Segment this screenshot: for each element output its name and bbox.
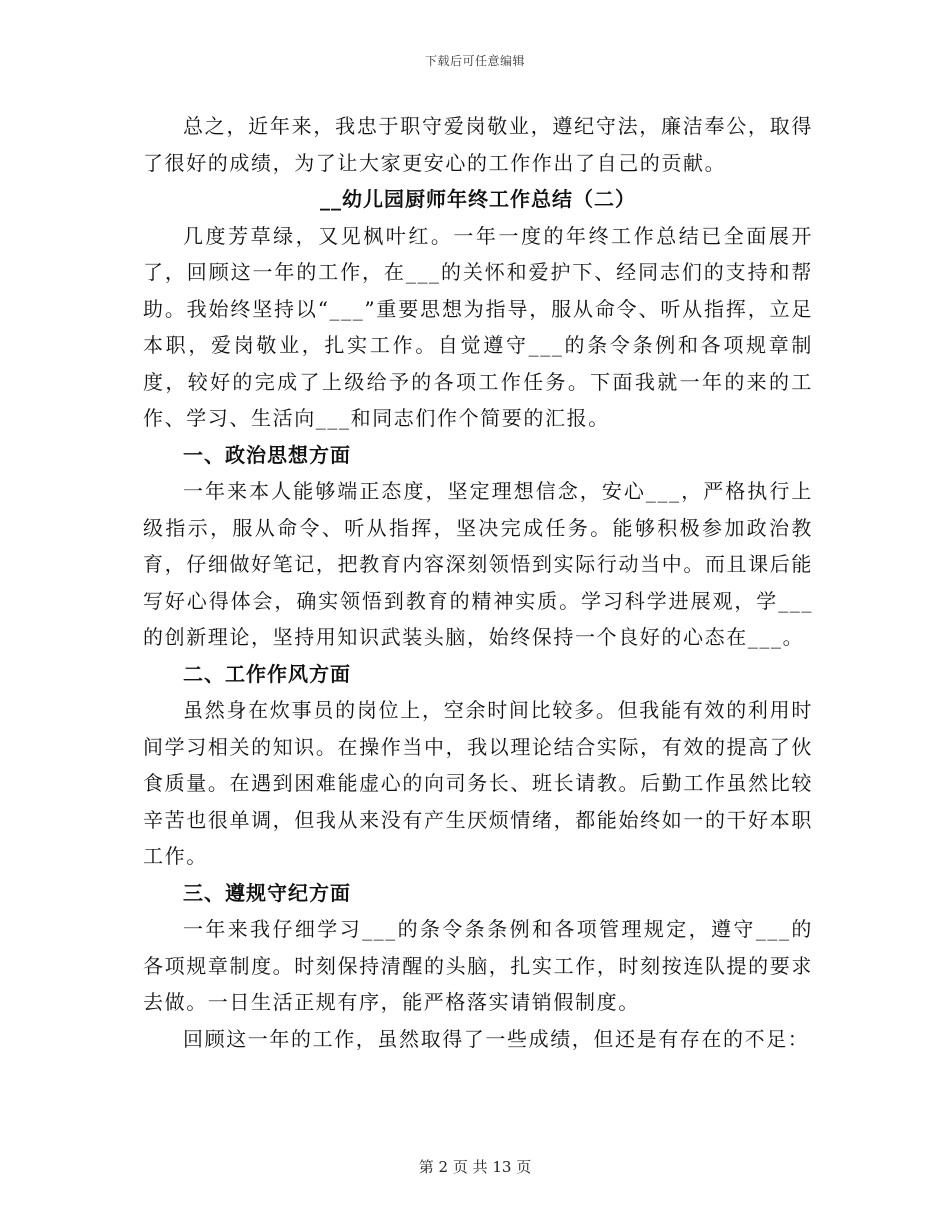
page-number-footer: 第 2 页 共 13 页	[418, 1158, 532, 1176]
document-body	[143, 108, 813, 1057]
paragraph-conclusion: 总之，近年来，我忠于职守爱岗敬业，遵纪守法，廉洁奉公，取得了很好的成绩，为了让大家更安心的工作作出了自己的贡献。	[143, 114, 813, 175]
paragraph-political: 一年来本人能够端正态度，坚定理想信念，安心___，严格执行上级指示，服从命令、听从指挥，坚决完成任务。能够积极参加政治教育，仔细做好笔记，把教育内容深刻领悟到实际行动当中。而且课后能写好心得体会，确实领悟到教育的精神实质。学习科学进展观，学___的创新理论，坚持用知识武装头脑，始终保持一个良好的心态在___。	[143, 479, 813, 649]
document-title: __幼儿园厨师年终工作总结（二）	[320, 187, 636, 211]
paragraph-discipline: 一年来我仔细学习___的条令条条例和各项管理规定，遵守___的各项规章制度。时刻保持清醒的头脑，扎实工作，时刻按连队提的要求去做。一日生活正规有序，能严格落实请销假制度。	[143, 917, 813, 1014]
paragraph-review: 回顾这一年的工作，虽然取得了一些成绩，但还是有存在的不足：	[183, 1026, 810, 1051]
section-heading-discipline: 三、遵规守纪方面	[183, 880, 351, 905]
paragraph-work-style: 虽然身在炊事员的岗位上，空余时间比较多。但我能有效的利用时间学习相关的知识。在操作当中，我以理论结合实际，有效的提高了伙食质量。在遇到困难能虚心的向司务长、班长请教。后勤工作虽然比较辛苦也很单调，但我从来没有产生厌烦情绪，都能始终如一的干好本职工作。	[143, 698, 813, 868]
section-heading-political: 一、政治思想方面	[183, 442, 351, 467]
page-header: 下载后可任意编辑	[424, 54, 525, 68]
section-heading-work-style: 二、工作作风方面	[183, 661, 351, 686]
paragraph-intro: 几度芳草绿，又见枫叶红。一年一度的年终工作总结已全面展开了，回顾这一年的工作，在___的关怀和爱护下、经同志们的支持和帮助。我始终坚持以“___”重要思想为指导，服从命令、听从指挥，立足本职，爱岗敬业，扎实工作。自觉遵守___的条令条例和各项规章制度，较好的完成了上级给予的各项工作任务。下面我就一年的来的工作、学习、生活向___和同志们作个简要的汇报。	[143, 223, 813, 430]
